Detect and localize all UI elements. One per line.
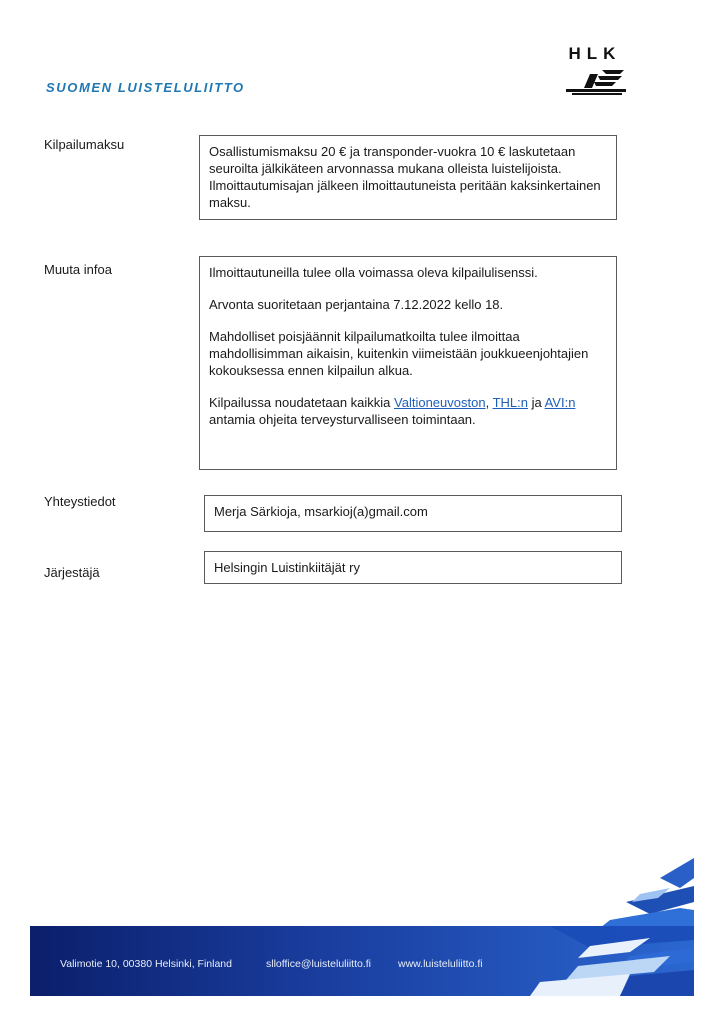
hlk-logo — [562, 44, 628, 98]
organizer-label: Järjestäjä — [44, 565, 100, 580]
info-license-text: Ilmoittautuneilla tulee olla voimassa oleva kilpailulisenssi. — [209, 265, 538, 280]
thl-link[interactable]: THL:n — [492, 395, 528, 410]
skate-emblem-icon — [562, 64, 628, 98]
fee-box — [199, 135, 617, 220]
footer-bar — [30, 926, 694, 996]
organizer-box — [204, 551, 622, 584]
organizer-text: Helsingin Luistinkiitäjät ry — [214, 560, 360, 575]
footer-address: Valimotie 10, 00380 Helsinki, Finland — [60, 958, 232, 970]
info-guidelines-text: Kilpailussa noudatetaan kaikkia Valtioneuvoston, THL:n ja AVI:n antamia ohjeita terveysturvalliseen toimintaan. — [209, 395, 576, 427]
info-draw-text: Arvonta suoritetaan perjantaina 7.12.2022 kello 18. — [209, 297, 504, 312]
fee-label: Kilpailumaksu — [44, 137, 125, 152]
info-withdrawal-text: Mahdolliset poisjäännit kilpailumatkoilta tulee ilmoittaa mahdollisimman aikaisin, kuitenkin viimeistään joukkueenjohtajien kokouksessa ennen kilpailun alkua. — [209, 329, 589, 378]
contact-label: Yhteystiedot — [44, 494, 116, 509]
avi-link[interactable]: AVI:n — [544, 395, 576, 410]
logo-text: HLK — [568, 44, 622, 63]
valtioneuvosto-link[interactable]: Valtioneuvoston — [394, 395, 486, 410]
info-box — [199, 256, 617, 470]
info-label: Muuta infoa — [44, 262, 112, 277]
contact-box — [204, 495, 622, 532]
fee-text: Osallistumismaksu 20 € ja transponder-vuokra 10 € laskutetaan seuroilta jälkikäteen arvonnassa mukana olleista luistelijoista. Ilmoittautumisajan jälkeen ilmoittautuneista peritään kaksinkertainen maksu. — [209, 144, 601, 210]
org-name: SUOMEN LUISTELULIITTO — [46, 80, 245, 95]
footer-email-link[interactable]: slloffice@luisteluliitto.fi — [266, 958, 372, 970]
contact-text: Merja Särkioja, msarkioj(a)gmail.com — [214, 504, 428, 519]
footer-website-link[interactable]: www.luisteluliitto.fi — [398, 958, 483, 970]
footer-stripes-decoration — [540, 858, 694, 928]
